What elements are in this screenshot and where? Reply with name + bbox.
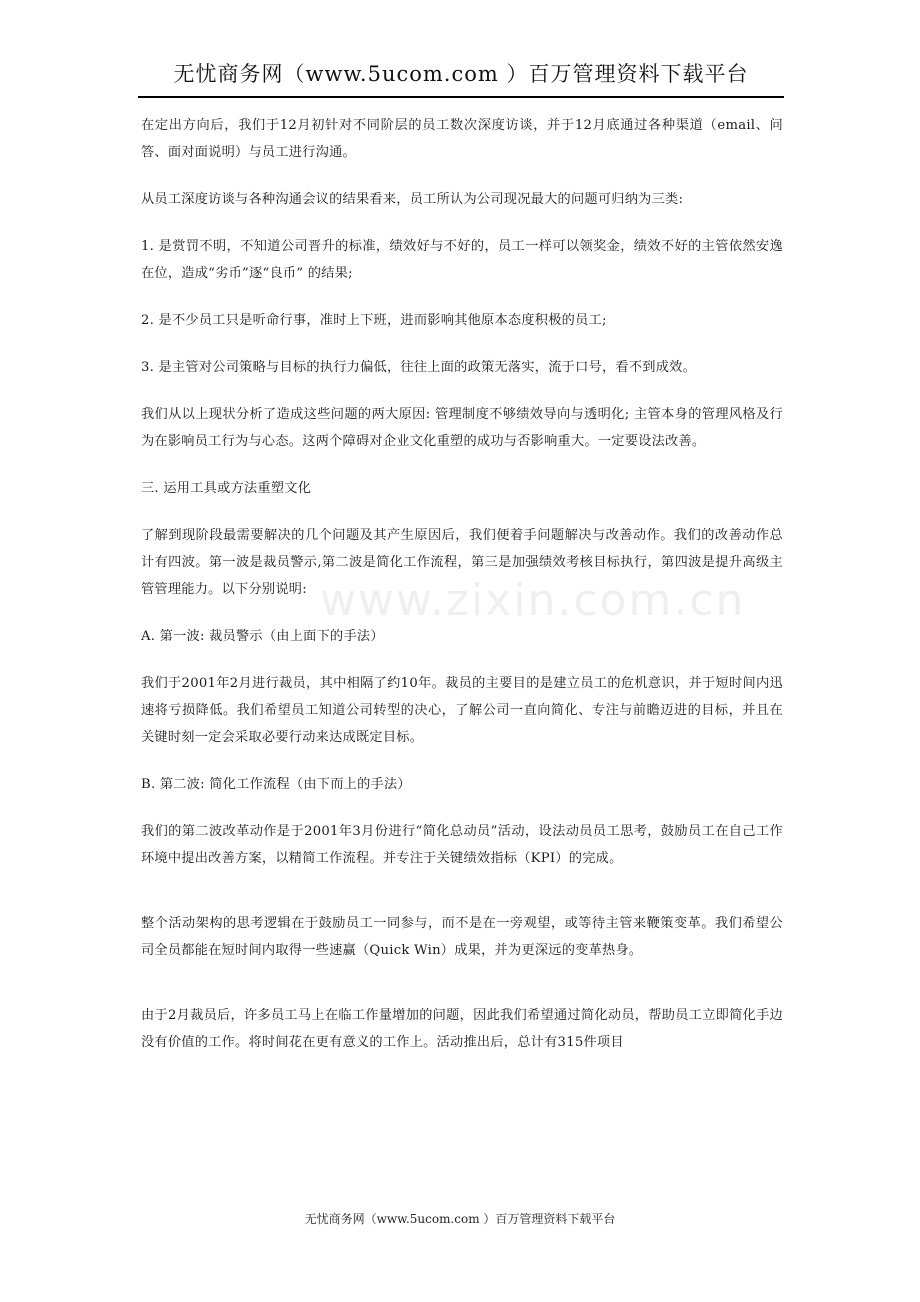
page-footer-text: 无忧商务网（www.5ucom.com ）百万管理资料下载平台	[304, 1212, 616, 1226]
header-divider	[138, 96, 784, 98]
paragraph: 我们的第二波改革动作是于2001年3月份进行“简化总动员”活动，设法动员员工思考，鼓励员工在自己工作环境中提出改善方案，以精简工作流程。并专注于关键绩效指标（KPI）的完成。	[141, 824, 783, 866]
paragraph: 从员工深度访谈与各种沟通会议的结果看来，员工所认为公司现况最大的问题可归纳为三类:	[141, 192, 684, 207]
paragraph: 了解到现阶段最需要解决的几个问题及其产生原因后，我们便着手问题解决与改善动作。我们的改善动作总计有四波。第一波是裁员警示,第二波是简化工作流程，第三是加强绩效考核目标执行，第四波是提升高级主管管理能力。以下分别说明:	[141, 528, 783, 597]
list-item: 1. 是赏罚不明，不知道公司晋升的标准，绩效好与不好的，员工一样可以领奖金，绩效不好的主管依然安逸在位，造成“劣币”逐“良币” 的结果;	[141, 239, 783, 281]
paragraph: 我们于2001年2月进行裁员，其中相隔了约10年。裁员的主要目的是建立员工的危机意识，并于短时间内迅速将亏损降低。我们希望员工知道公司转型的决心，了解公司一直向简化、专注与前瞻迈进的目标，并且在关键时刻一定会采取必要行动来达成既定目标。	[141, 676, 783, 745]
paragraph: 在定出方向后，我们于12月初针对不同阶层的员工数次深度访谈，并于12月底通过各种渠道（email、问答、面对面说明）与员工进行沟通。	[141, 118, 783, 160]
watermark: www.zixin.com.cn	[320, 575, 746, 626]
subsection-heading: B. 第二波: 简化工作流程（由下而上的手法）	[141, 777, 411, 792]
document-body	[141, 112, 783, 1076]
paragraph: 整个活动架构的思考逻辑在于鼓励员工一同参与，而不是在一旁观望，或等待主管来鞭策变革。我们希望公司全员都能在短时间内取得一些速赢（Quick Win）成果，并为更深远的变革热身。	[141, 916, 783, 958]
subsection-heading: A. 第一波: 裁员警示（由上面下的手法）	[141, 629, 384, 644]
paragraph: 我们从以上现状分析了造成这些问题的两大原因: 管理制度不够绩效导向与透明化; 主管本身的管理风格及行为在影响员工行为与心态。这两个障碍对企业文化重塑的成功与否影响重大。一定要设法改善。	[141, 407, 783, 449]
list-item: 2. 是不少员工只是听命行事，准时上下班，进而影响其他原本态度积极的员工;	[141, 313, 607, 328]
paragraph: 由于2月裁员后，许多员工马上在临工作量增加的问题，因此我们希望通过简化动员，帮助员工立即简化手边没有价值的工作。将时间花在更有意义的工作上。活动推出后，总计有315件项目	[141, 1008, 783, 1050]
section-heading: 三. 运用工具或方法重塑文化	[141, 481, 312, 496]
list-item: 3. 是主管对公司策略与目标的执行力偏低，往往上面的政策无落实，流于口号，看不到成效。	[141, 360, 697, 375]
page-header-title: 无忧商务网（www.5ucom.com ）百万管理资料下载平台	[173, 62, 749, 86]
